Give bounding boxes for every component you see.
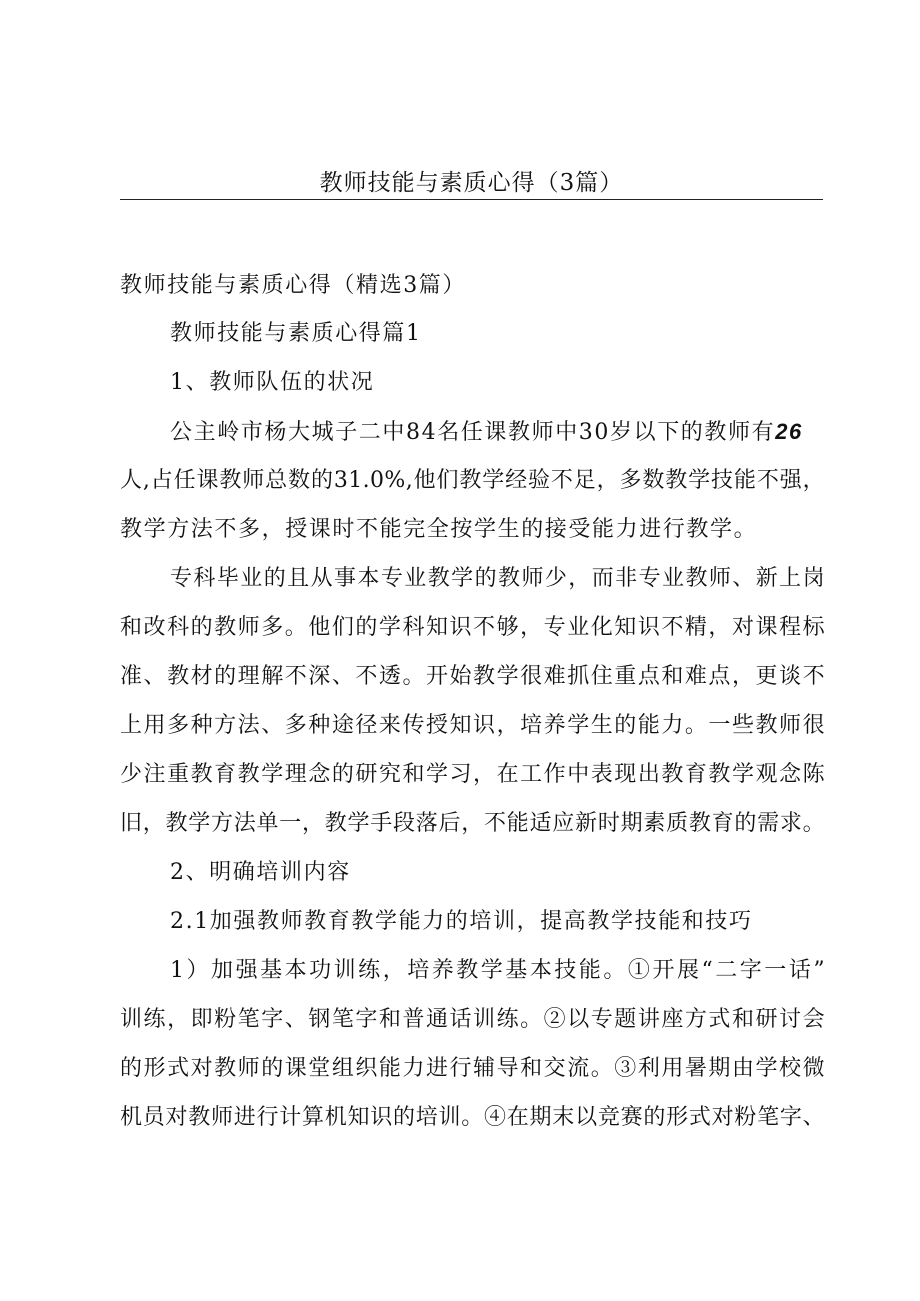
section-heading: 教师技能与素质心得篇1 bbox=[170, 321, 422, 346]
paragraph-2-line-2: 和改科的教师多。他们的学科知识不够，专业化知识不精，对课程标 bbox=[120, 615, 825, 640]
subtitle: 教师技能与素质心得（精选3篇） bbox=[120, 273, 466, 298]
paragraph-1-line-2: 人,占任课教师总数的31.0%,他们教学经验不足，多数教学技能不强， bbox=[120, 468, 825, 493]
paragraph-3-line-1: 1）加强基本功训练，培养教学基本技能。①开展“二字一话” bbox=[170, 958, 825, 983]
paragraph-3-line-3: 的形式对教师的课堂组织能力进行辅导和交流。③利用暑期由学校微 bbox=[120, 1056, 825, 1081]
paragraph-1-line-1-text: 公主岭市杨大城子二中84名任课教师中30岁以下的教师有 bbox=[170, 420, 776, 445]
heading-2: 2、明确培训内容 bbox=[170, 860, 351, 885]
document-title: 教师技能与素质心得（3篇） bbox=[319, 170, 624, 196]
teacher-count-number: 26 bbox=[775, 419, 803, 444]
paragraph-2-line-5: 少注重教育教学理念的研究和学习，在工作中表现出教育教学观念陈 bbox=[120, 762, 825, 787]
heading-1: 1、教师队伍的状况 bbox=[170, 370, 375, 395]
paragraph-1-line-3: 教学方法不多，授课时不能完全按学生的接受能力进行教学。 bbox=[120, 517, 758, 542]
paragraph-2-line-1: 专科毕业的且从事本专业教学的教师少，而非专业教师、新上岗 bbox=[170, 566, 825, 591]
paragraph-2-line-6: 旧，教学方法单一，教学手段落后，不能适应新时期素质教育的需求。 bbox=[120, 811, 825, 836]
paragraph-2-line-3: 准、教材的理解不深、不透。开始教学很难抓住重点和难点，更谈不 bbox=[120, 664, 825, 689]
paragraph-1-line-1 bbox=[170, 416, 803, 449]
heading-2-1: 2.1加强教师教育教学能力的培训，提高教学技能和技巧 bbox=[170, 909, 753, 934]
title-underline bbox=[120, 199, 823, 200]
paragraph-2-line-4: 上用多种方法、多种途径来传授知识，培养学生的能力。一些教师很 bbox=[120, 713, 825, 738]
paragraph-3-line-2: 训练，即粉笔字、钢笔字和普通话训练。②以专题讲座方式和研讨会 bbox=[120, 1007, 825, 1032]
paragraph-3-line-4: 机员对教师进行计算机知识的培训。④在期末以竞赛的形式对粉笔字、 bbox=[120, 1105, 825, 1130]
